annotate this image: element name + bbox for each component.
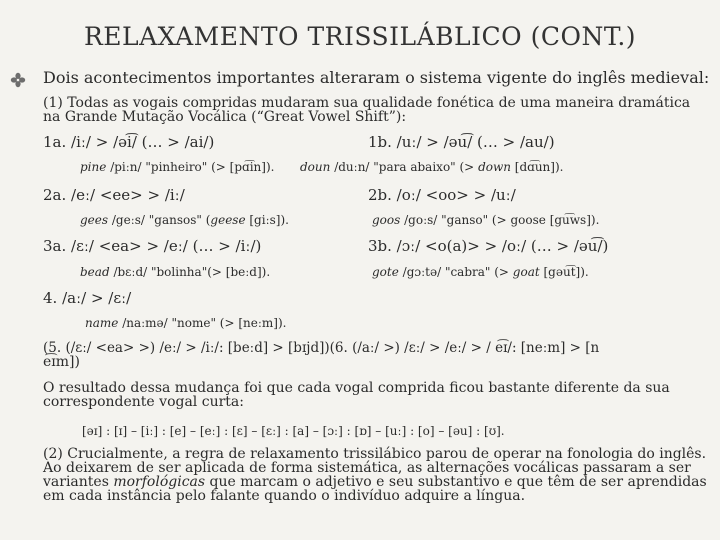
example-3a-word: bead <box>80 265 110 279</box>
paragraph-2-line-4: em cada instância pelo falante quando o indivíduo adquire a língua. <box>43 488 526 504</box>
lead-text: Dois acontecimentos importantes alteraram o sistema vigente do inglês medieval: <box>43 68 710 87</box>
example-3b-word: gote <box>372 265 399 279</box>
example-1a-gloss: /piːn/ "pinheiro" (> [pɑ͡in]). <box>110 160 275 174</box>
vowel-pairs: [əɪ] : [ɪ] – [iː] : [e] – [eː] : [ɛ] – [ɛː] : [a] – [ɔː] : [ɒ] – [uː] : [o] – [əu] : [ʊ]. <box>82 424 505 438</box>
result-line-1: O resultado dessa mudança foi que cada vogal comprida ficou bastante diferente da sua <box>43 380 670 396</box>
example-1a-word: pine <box>80 160 107 174</box>
rule-1a: 1a. /iː/ > /əi͡/ (… > /ai/) <box>43 133 215 151</box>
example-1b-word: doun <box>300 160 331 174</box>
example-3b-gloss-end: [gəu͡t]). <box>539 265 589 279</box>
example-4 <box>85 316 286 330</box>
slide-title: RELAXAMENTO TRISSILÁBLICO (CONT.) <box>83 22 637 51</box>
example-2b-gloss: /goːs/ "ganso" (> goose [gu͡ws]). <box>404 213 600 227</box>
rule-4: 4. /aː/ > /ɛː/ <box>43 289 132 307</box>
rule-5-line-1: (5. (/ɛː/ <ea> >) /eː/ > /iː/: [beːd] > [bɪjd])(6. (/aː/ >) /ɛː/ > /eː/ > / e͡ɪ/: [neːm] > [n <box>43 340 600 356</box>
example-1b-gloss: /duːn/ "para abaixo" (> <box>334 160 479 174</box>
example-3b-gloss: /gɔːtə/ "cabra" (> <box>402 265 513 279</box>
example-3a-gloss: /bɛːd/ "bolinha"(> [beːd]). <box>113 265 271 279</box>
example-2a-gloss-end: [giːs]). <box>245 213 289 227</box>
paragraph-1-line-2: na Grande Mutação Vocálica (“Great Vowel Shift”): <box>43 109 407 125</box>
example-2b <box>372 213 599 227</box>
example-3b <box>372 265 589 279</box>
example-2a-word: gees <box>80 213 109 227</box>
example-4-gloss: /naːmə/ "nome" (> [neːm]). <box>122 316 287 330</box>
example-4-word: name <box>85 316 119 330</box>
paragraph-1-line-1: (1) Todas as vogais compridas mudaram sua qualidade fonética de uma maneira dramática <box>43 95 691 111</box>
rule-1b: 1b. /uː/ > /əu͡/ (… > /au/) <box>368 133 555 151</box>
example-2a-word-modern: geese <box>210 213 246 227</box>
example-3a <box>80 265 270 279</box>
example-1a <box>80 160 274 174</box>
rule-2b: 2b. /oː/ <oo> > /uː/ <box>368 186 516 204</box>
example-1b-gloss-end: [dɑ͡un]). <box>510 160 564 174</box>
paragraph-2-line-1: (2) Crucialmente, a regra de relaxamento trissilábico parou de operar na fonologia do inglês. <box>43 446 707 462</box>
four-leaf-bullet-icon <box>10 72 26 88</box>
example-2a-gloss: /geːs/ "gansos" ( <box>111 213 211 227</box>
rule-3a: 3a. /ɛː/ <ea> > /eː/ (… > /iː/) <box>43 237 262 255</box>
result-line-2: correspondente vogal curta: <box>43 394 244 410</box>
paragraph-2-line-3-end: que marcam o adjetivo e seu substantivo e que têm de ser aprendidas <box>205 474 707 490</box>
rule-2a: 2a. /eː/ <ee> > /iː/ <box>43 186 185 204</box>
rule-5-line-2: e͡ɪm]) <box>43 354 80 370</box>
rule-3b: 3b. /ɔː/ <o(a)> > /oː/ (… > /əu͡/) <box>368 237 609 255</box>
example-2b-word: goos <box>372 213 401 227</box>
example-1b <box>300 160 563 174</box>
paragraph-2-emphasis: morfológicas <box>113 474 206 490</box>
paragraph-2-line-3-start: variantes <box>43 474 114 490</box>
example-3b-word-modern: goat <box>512 265 540 279</box>
example-1b-word-modern: down <box>478 160 511 174</box>
paragraph-2-line-2: Ao deixarem de ser aplicada de forma sistemática, as alternações vocálicas passaram a ser <box>43 460 691 476</box>
example-2a <box>80 213 289 227</box>
